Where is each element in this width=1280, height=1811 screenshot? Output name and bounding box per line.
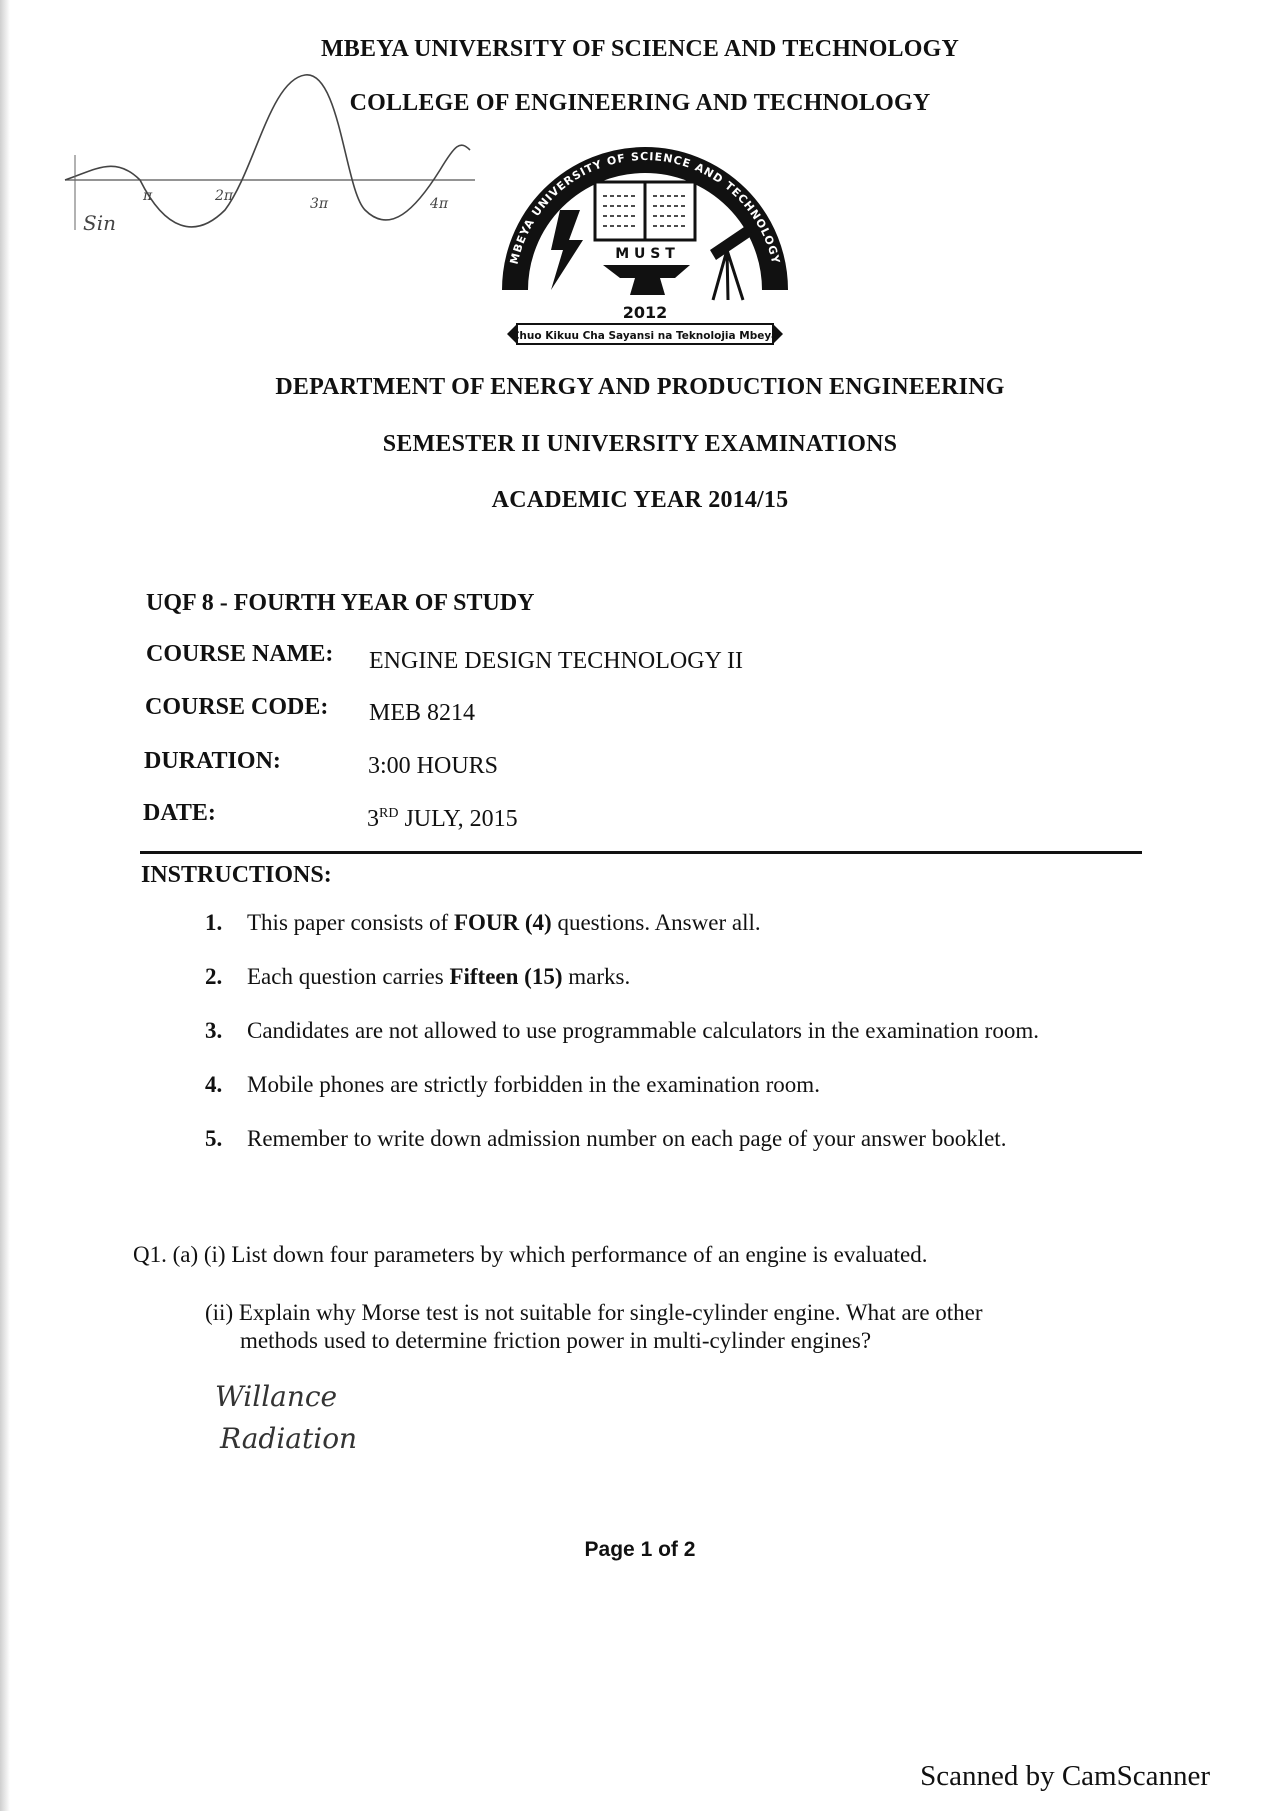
instruction-emphasis: FOUR (4) <box>453 910 552 935</box>
instruction-number: 3. <box>205 1018 223 1043</box>
instruction-text: Candidates are not allowed to use programmable calculators in the examination room. <box>247 1018 1039 1043</box>
logo-year: 2012 <box>622 303 668 322</box>
page-number: Page 1 of 2 <box>584 1538 696 1561</box>
date-rest: JULY, 2015 <box>398 806 518 832</box>
department-name: DEPARTMENT OF ENERGY AND PRODUCTION ENGINEERING <box>275 374 1005 400</box>
instruction-item <box>205 1072 1165 1126</box>
exam-title: SEMESTER II UNIVERSITY EXAMINATIONS <box>382 431 898 457</box>
course-code-value: MEB 8214 <box>369 700 476 726</box>
instruction-text: This paper consists of <box>247 910 454 935</box>
instructions-list <box>205 910 1165 1180</box>
sketch-4pi-label: 4π <box>430 196 449 212</box>
question-1a-ii-line1: (ii) Explain why Morse test is not suitable for single-cylinder engine. What are other <box>205 1300 983 1325</box>
duration-label: DURATION: <box>144 748 281 774</box>
date-value <box>367 806 518 833</box>
instruction-text: Each question carries <box>247 964 450 989</box>
instruction-text: Remember to write down admission number on each page of your answer booklet. <box>247 1126 1007 1151</box>
course-name-label: COURSE NAME: <box>146 641 334 667</box>
instruction-item <box>205 964 1165 1018</box>
course-code-label: COURSE CODE: <box>145 694 329 720</box>
duration-value: 3:00 HOURS <box>368 753 499 779</box>
university-name: MBEYA UNIVERSITY OF SCIENCE AND TECHNOLOGY <box>320 36 960 62</box>
date-suffix: RD <box>379 806 399 821</box>
logo-motto: Chuo Kikuu Cha Sayansi na Teknolojia Mbeya <box>511 330 779 342</box>
question-1a-ii-line2: methods used to determine friction power in multi-cylinder engines? <box>240 1328 872 1353</box>
instruction-number: 4. <box>205 1072 223 1097</box>
handwritten-sine-sketch <box>55 60 485 260</box>
date-label: DATE: <box>143 800 216 826</box>
scanner-watermark: Scanned by CamScanner <box>920 1760 1210 1792</box>
handwritten-note-2: Radiation <box>220 1422 358 1455</box>
sketch-sin-label: Sin <box>83 211 116 235</box>
logo-initials: M U S T <box>615 246 675 262</box>
instruction-number: 1. <box>205 910 223 935</box>
study-level: UQF 8 - FOURTH YEAR OF STUDY <box>146 590 535 616</box>
university-logo <box>485 140 805 350</box>
instruction-number: 5. <box>205 1126 223 1151</box>
instruction-text-end: marks. <box>562 964 631 989</box>
instruction-text: Mobile phones are strictly forbidden in the examination room. <box>247 1072 820 1097</box>
instruction-item <box>205 1018 1165 1072</box>
instructions-title: INSTRUCTIONS: <box>141 862 332 888</box>
instruction-item <box>205 910 1165 964</box>
divider-line <box>140 851 1142 854</box>
instruction-emphasis: Fifteen (15) <box>449 964 563 989</box>
question-1a-i: Q1. (a) (i) List down four parameters by which performance of an engine is evaluated. <box>133 1242 928 1267</box>
instruction-text-end: questions. Answer all. <box>551 910 761 935</box>
instruction-number: 2. <box>205 964 223 989</box>
sketch-2pi-label: 2π <box>215 188 234 204</box>
college-name: COLLEGE OF ENGINEERING AND TECHNOLOGY <box>349 90 931 116</box>
sketch-pi-label: π <box>143 188 153 204</box>
instruction-item <box>205 1126 1165 1180</box>
handwritten-note-1: Willance <box>215 1380 338 1413</box>
date-day: 3 <box>367 806 379 832</box>
academic-year: ACADEMIC YEAR 2014/15 <box>491 487 789 513</box>
course-name-value: ENGINE DESIGN TECHNOLOGY II <box>369 648 743 674</box>
logo-arc-text: MBEYA UNIVERSITY OF SCIENCE AND TECHNOLOGY <box>507 150 783 266</box>
sketch-3pi-label: 3π <box>310 196 329 212</box>
